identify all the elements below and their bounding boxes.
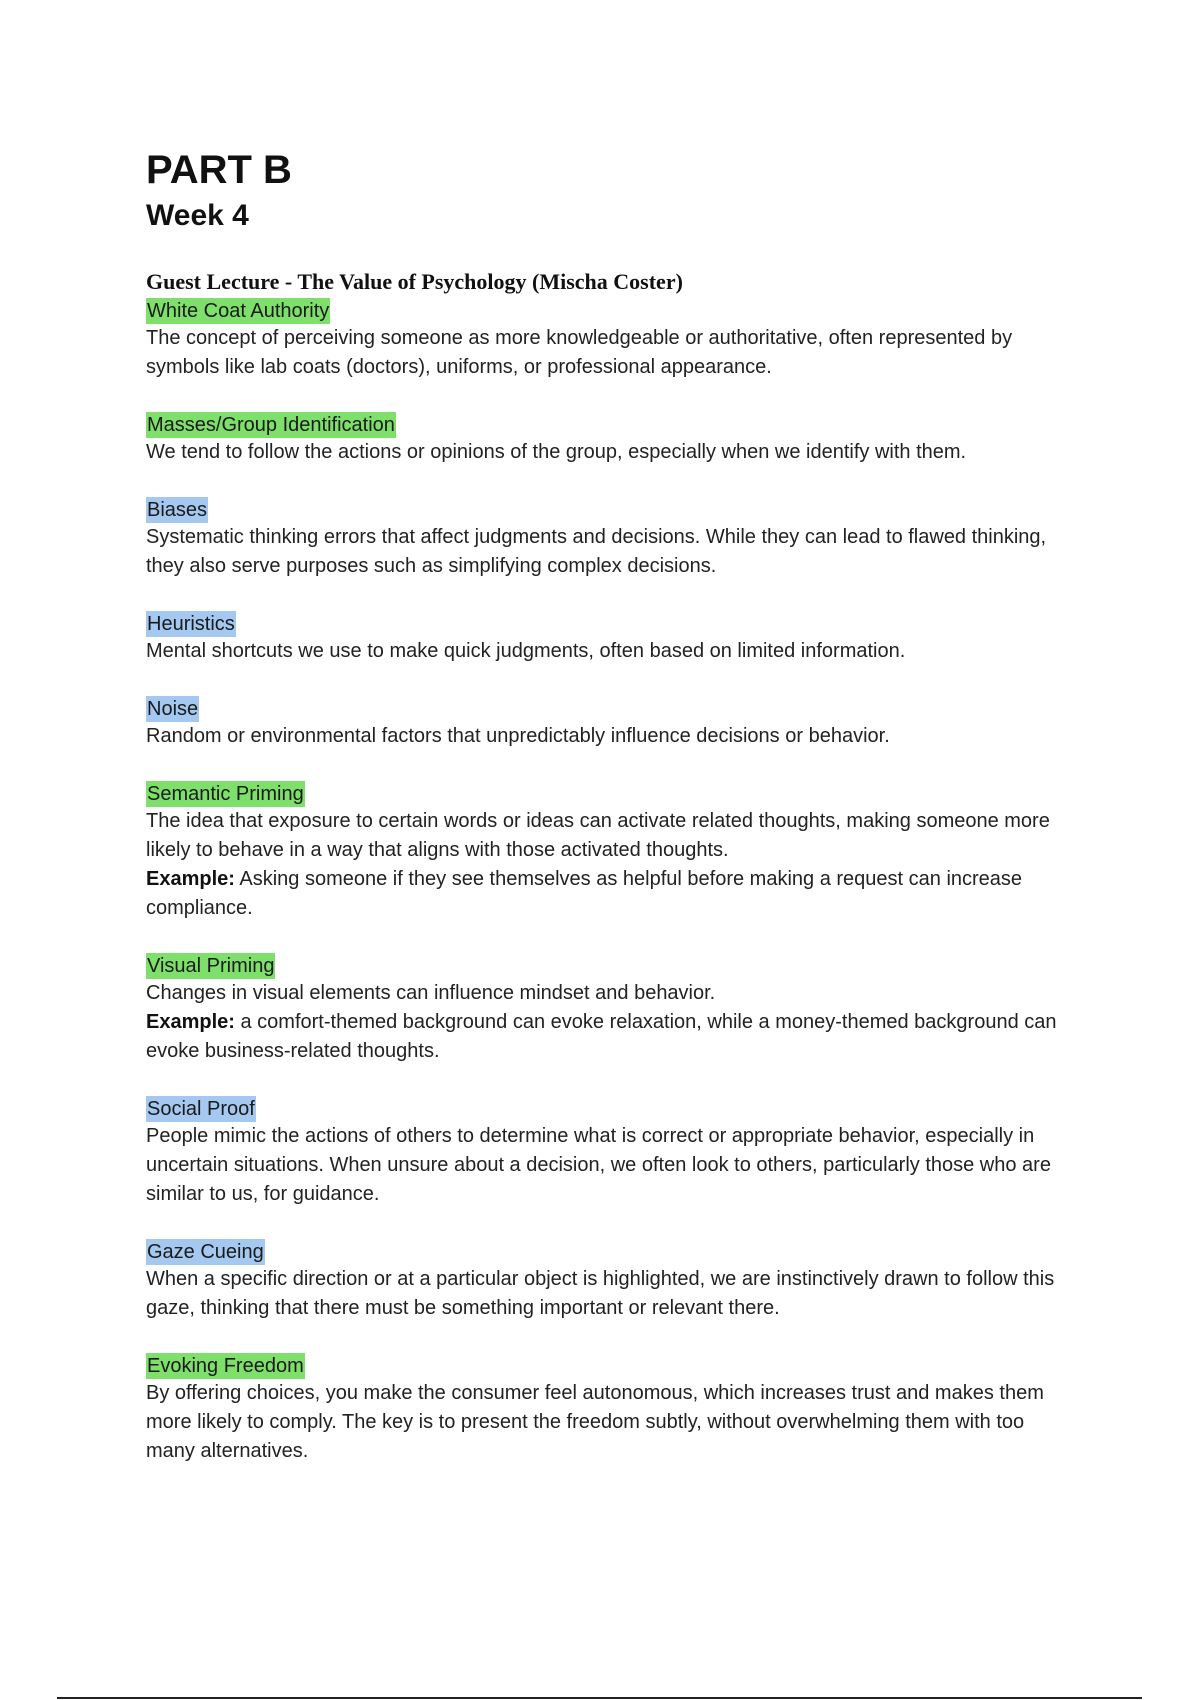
example-label: Example: — [146, 868, 235, 890]
week-title: Week 4 — [146, 199, 249, 232]
example-label: Example: — [146, 1011, 235, 1033]
term-label: Visual Priming — [147, 955, 275, 977]
term-label: Social Proof — [147, 1098, 255, 1120]
term-example — [146, 865, 1076, 923]
term-label: Evoking Freedom — [147, 1355, 304, 1377]
term-definition: The concept of perceiving someone as more knowledgeable or authoritative, often represented by symbols like lab coats (doctors), uniforms, or professional appearance. — [146, 327, 1013, 378]
term-label: White Coat Authority — [147, 300, 330, 322]
term-label: Biases — [147, 499, 208, 521]
term-definition: By offering choices, you make the consumer feel autonomous, which increases trust and makes them more likely to comply. The key is to present the freedom subtly, without overwhelming them with too many alternatives. — [146, 1382, 1044, 1462]
term-definition: People mimic the actions of others to determine what is correct or appropriate behavior, especially in uncertain situations. When unsure about a decision, we often look to others, particularly those who are similar to us, for guidance. — [146, 1125, 1051, 1205]
term-definition: Changes in visual elements can influence mindset and behavior. — [146, 982, 716, 1004]
term-visual-priming — [146, 953, 1076, 1066]
term-masses-group-identification — [146, 412, 1076, 467]
term-label: Gaze Cueing — [147, 1241, 264, 1263]
term-list — [146, 298, 1076, 1466]
term-label: Noise — [147, 698, 199, 720]
term-definition: We tend to follow the actions or opinions of the group, especially when we identify with them. — [146, 441, 967, 463]
part-title: PART B — [146, 148, 292, 192]
term-label: Semantic Priming — [147, 783, 304, 805]
term-social-proof — [146, 1096, 1076, 1209]
term-evoking-freedom — [146, 1353, 1076, 1466]
term-definition: The idea that exposure to certain words or ideas can activate related thoughts, making someone more likely to behave in a way that aligns with those activated thoughts. — [146, 810, 1050, 861]
example-text: a comfort-themed background can evoke relaxation, while a money-themed background can evoke business-related thoughts. — [146, 1011, 1057, 1062]
term-white-coat-authority — [146, 298, 1076, 382]
term-definition: When a specific direction or at a particular object is highlighted, we are instinctively drawn to follow this gaze, thinking that there must be something important or relevant there. — [146, 1268, 1055, 1319]
term-semantic-priming — [146, 781, 1076, 923]
lecture-title: Guest Lecture - The Value of Psychology (Mischa Coster) — [146, 269, 683, 294]
term-definition: Random or environmental factors that unpredictably influence decisions or behavior. — [146, 725, 890, 747]
document-page — [146, 148, 1076, 1466]
term-definition: Systematic thinking errors that affect judgments and decisions. While they can lead to flawed thinking, they also serve purposes such as simplifying complex decisions. — [146, 526, 1047, 577]
term-gaze-cueing — [146, 1239, 1076, 1323]
term-definition: Mental shortcuts we use to make quick judgments, often based on limited information. — [146, 640, 906, 662]
term-heuristics — [146, 611, 1076, 666]
example-text: Asking someone if they see themselves as helpful before making a request can increase compliance. — [146, 868, 1023, 919]
term-example — [146, 1008, 1076, 1066]
term-biases — [146, 497, 1076, 581]
term-label: Heuristics — [147, 613, 235, 635]
term-noise — [146, 696, 1076, 751]
term-label: Masses/Group Identification — [147, 414, 395, 436]
bottom-divider — [57, 1697, 1142, 1699]
